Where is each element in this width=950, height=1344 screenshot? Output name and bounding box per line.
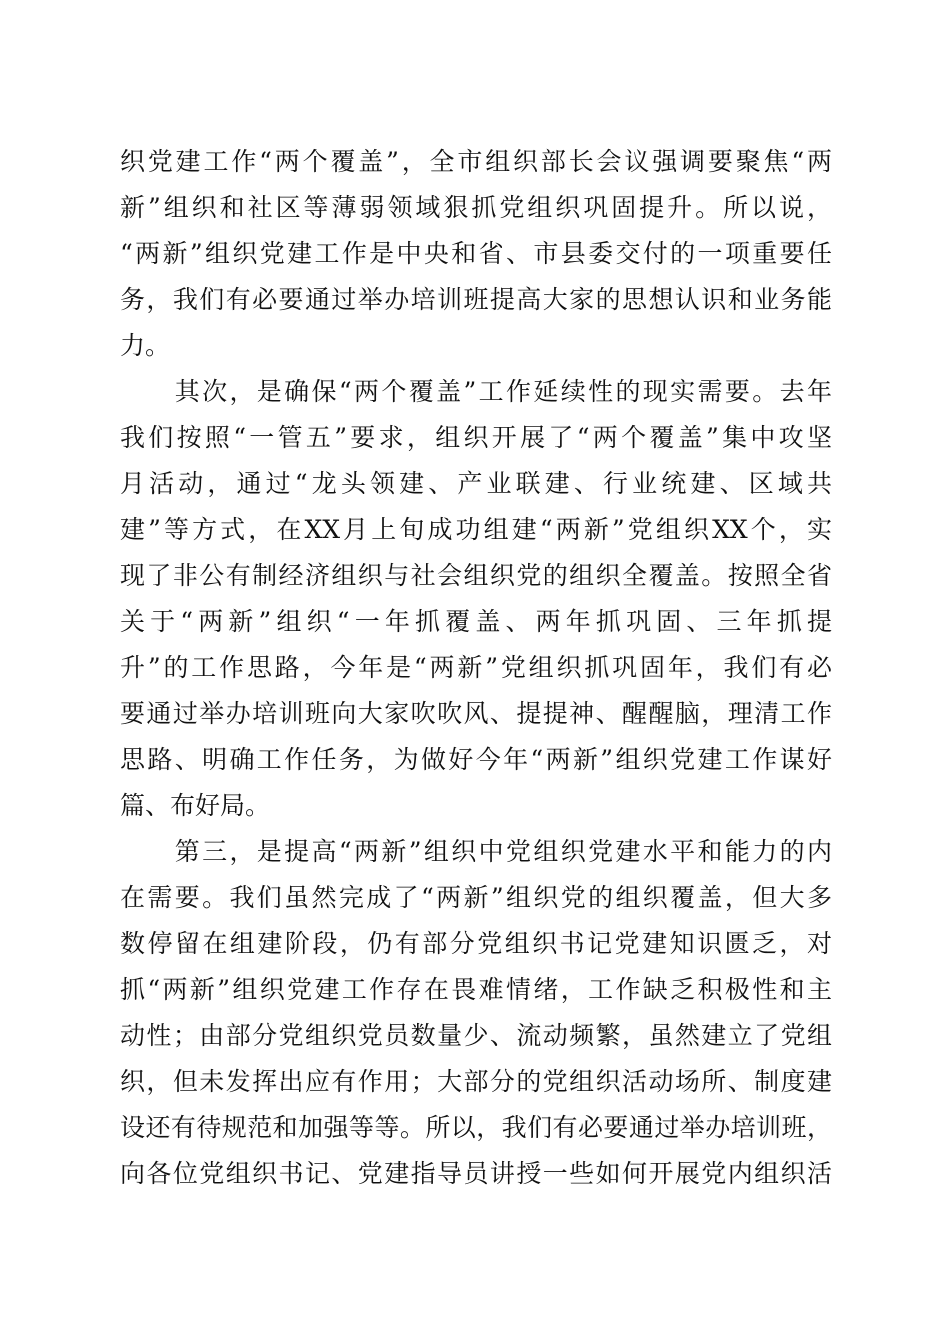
text-line: 其次，是确保“两个覆盖”工作延续性的现实需要。去年	[120, 377, 832, 406]
text-line: 新”组织和社区等薄弱领域狠抓党组织巩固提升。所以说，	[120, 193, 832, 222]
text-line: 建”等方式，在XX月上旬成功组建“两新”党组织XX个，实	[120, 515, 832, 544]
text-line: 第三，是提高“两新”组织中党组织党建水平和能力的内	[120, 837, 832, 866]
text-line: 抓“两新”组织党建工作存在畏难情绪，工作缺乏积极性和主	[120, 975, 832, 1004]
text-line: 篇、布好局。	[120, 791, 271, 820]
text-line: 务，我们有必要通过举办培训班提高大家的思想认识和业务能	[120, 285, 832, 314]
text-line: 织党建工作“两个覆盖”，全市组织部长会议强调要聚焦“两	[120, 147, 832, 176]
text-line: 关于“两新”组织“一年抓覆盖、两年抓巩固、三年抓提	[120, 607, 832, 636]
text-line: 月活动，通过“龙头领建、产业联建、行业统建、区域共	[120, 469, 832, 498]
text-line: 思路、明确工作任务，为做好今年“两新”组织党建工作谋好	[120, 745, 832, 774]
text-line: 织，但未发挥出应有作用；大部分的党组织活动场所、制度建	[120, 1067, 832, 1096]
text-line: “两新”组织党建工作是中央和省、市县委交付的一项重要任	[120, 239, 832, 268]
text-line: 我们按照“一管五”要求，组织开展了“两个覆盖”集中攻坚	[120, 423, 832, 452]
text-line: 向各位党组织书记、党建指导员讲授一些如何开展党内组织活	[120, 1159, 832, 1188]
text-line: 要通过举办培训班向大家吹吹风、提提神、醒醒脑，理清工作	[120, 699, 832, 728]
text-line: 动性；由部分党组织党员数量少、流动频繁，虽然建立了党组	[120, 1021, 832, 1050]
text-line: 在需要。我们虽然完成了“两新”组织党的组织覆盖，但大多	[120, 883, 832, 912]
text-line: 升”的工作思路，今年是“两新”党组织抓巩固年，我们有必	[120, 653, 832, 682]
body-text	[120, 139, 832, 1197]
text-line: 现了非公有制经济组织与社会组织党的组织全覆盖。按照全省	[120, 561, 832, 590]
text-line: 设还有待规范和加强等等。所以，我们有必要通过举办培训班，	[120, 1113, 832, 1142]
text-line: 数停留在组建阶段，仍有部分党组织书记党建知识匮乏，对	[120, 929, 832, 958]
text-line: 力。	[120, 331, 171, 360]
